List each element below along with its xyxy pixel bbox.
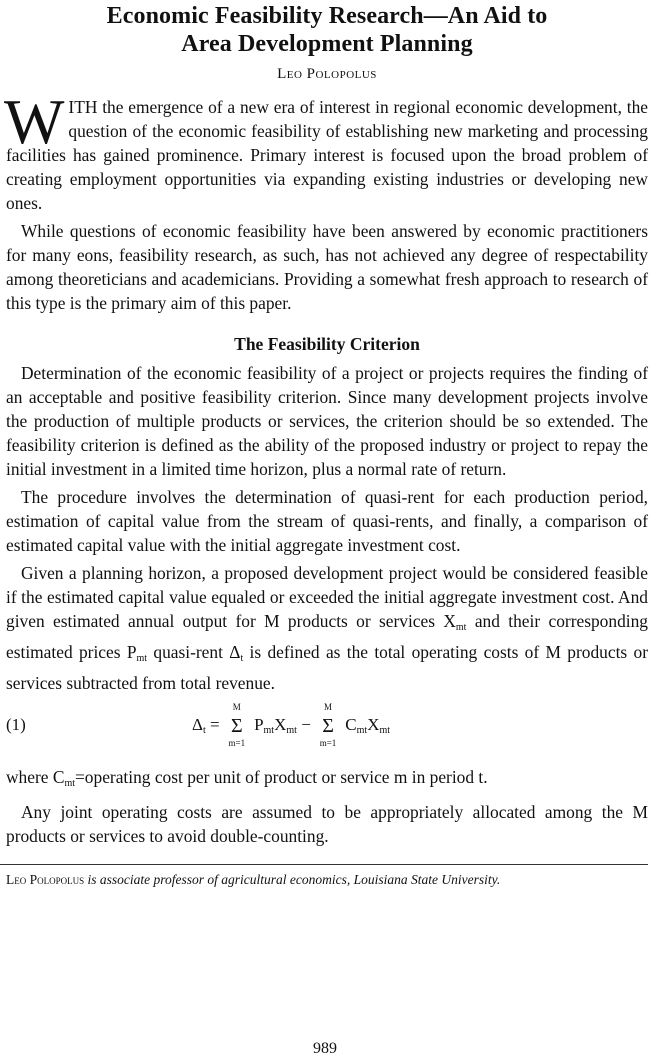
equation-body: $\Delta_t$ = M Σ m=1 $P_{mt}X_{mt}$ − M Σ m=1 $C_{mt}X_{mt}$ [192,702,391,748]
article-page [6,0,648,888]
author-byline: Leo Polopolus [277,66,377,82]
page-number: 989 [313,1040,337,1057]
drop-cap: W [4,86,65,157]
equation-number: (1) [6,715,26,734]
summation-2: M Σ m=1 [319,702,337,748]
intro-paragraph-1-text: ITH the emergence of a new era of interest in regional economic development, the question of the economic feasibility of establishing new marketing and processing facilities has gained prominence. Primary interest is focused upon the broad problem of creating employment opportunities via expanding existing industries or developing new ones. [6,97,648,213]
intro-paragraph-1 [4,86,648,215]
section-heading: The Feasibility Criterion [234,334,420,354]
section-paragraph-4: Any joint operating costs are assumed to be appropriately allocated among the M products or services to avoid double-counting. [6,802,648,846]
title-line-1: Economic Feasibility Research—An Aid to [106,3,548,29]
section-paragraph-2: The procedure involves the determination of quasi-rent for each production period, estimation of capital value from the stream of quasi-rents, and finally, a comparison of estimated capital value with the initial aggregate investment cost. [6,487,648,555]
title-line-2: Area Development Planning [181,31,473,57]
intro-paragraph-2: While questions of economic feasibility have been answered by economic practitioners for many eons, feasibility research, as such, has not achieved any degree of respectability among theoreticians and academicians. Providing a somewhat fresh approach to research of this type is the primary aim of this paper. [6,221,648,313]
footnote-divider [0,864,648,865]
equation-1 [6,701,648,759]
section-paragraph-1: Determination of the economic feasibility of a project or projects requires the finding of an acceptable and positive feasibility criterion. Since many development projects involve the production of multiple products or services, the criterion should be so extended. The feasibility criterion is defined as the ability of the proposed industry or project to repay the initial investment in a limited time horizon, plus a normal rate of return. [6,363,648,479]
summation-1: M Σ m=1 [228,702,246,748]
article-title [6,2,648,58]
section-paragraph-3: Given a planning horizon, a proposed development project would be considered feasible if the estimated capital value equaled or exceeded the initial aggregate investment cost. And given estimated annual output for M products or services $X_{mt}$ and their corresponding estimated prices $P_{mt}$ quasi-rent $\Delta_t$ is defined as the total operating costs of M products or services subtracted from total revenue. [6,563,648,693]
where-clause: where $C_{mt}=operating$ cost per unit of product or service m in period t. [6,767,488,789]
author-footnote: Leo Polopolus is associate professor of agricultural economics, Louisiana State University. [6,872,501,887]
